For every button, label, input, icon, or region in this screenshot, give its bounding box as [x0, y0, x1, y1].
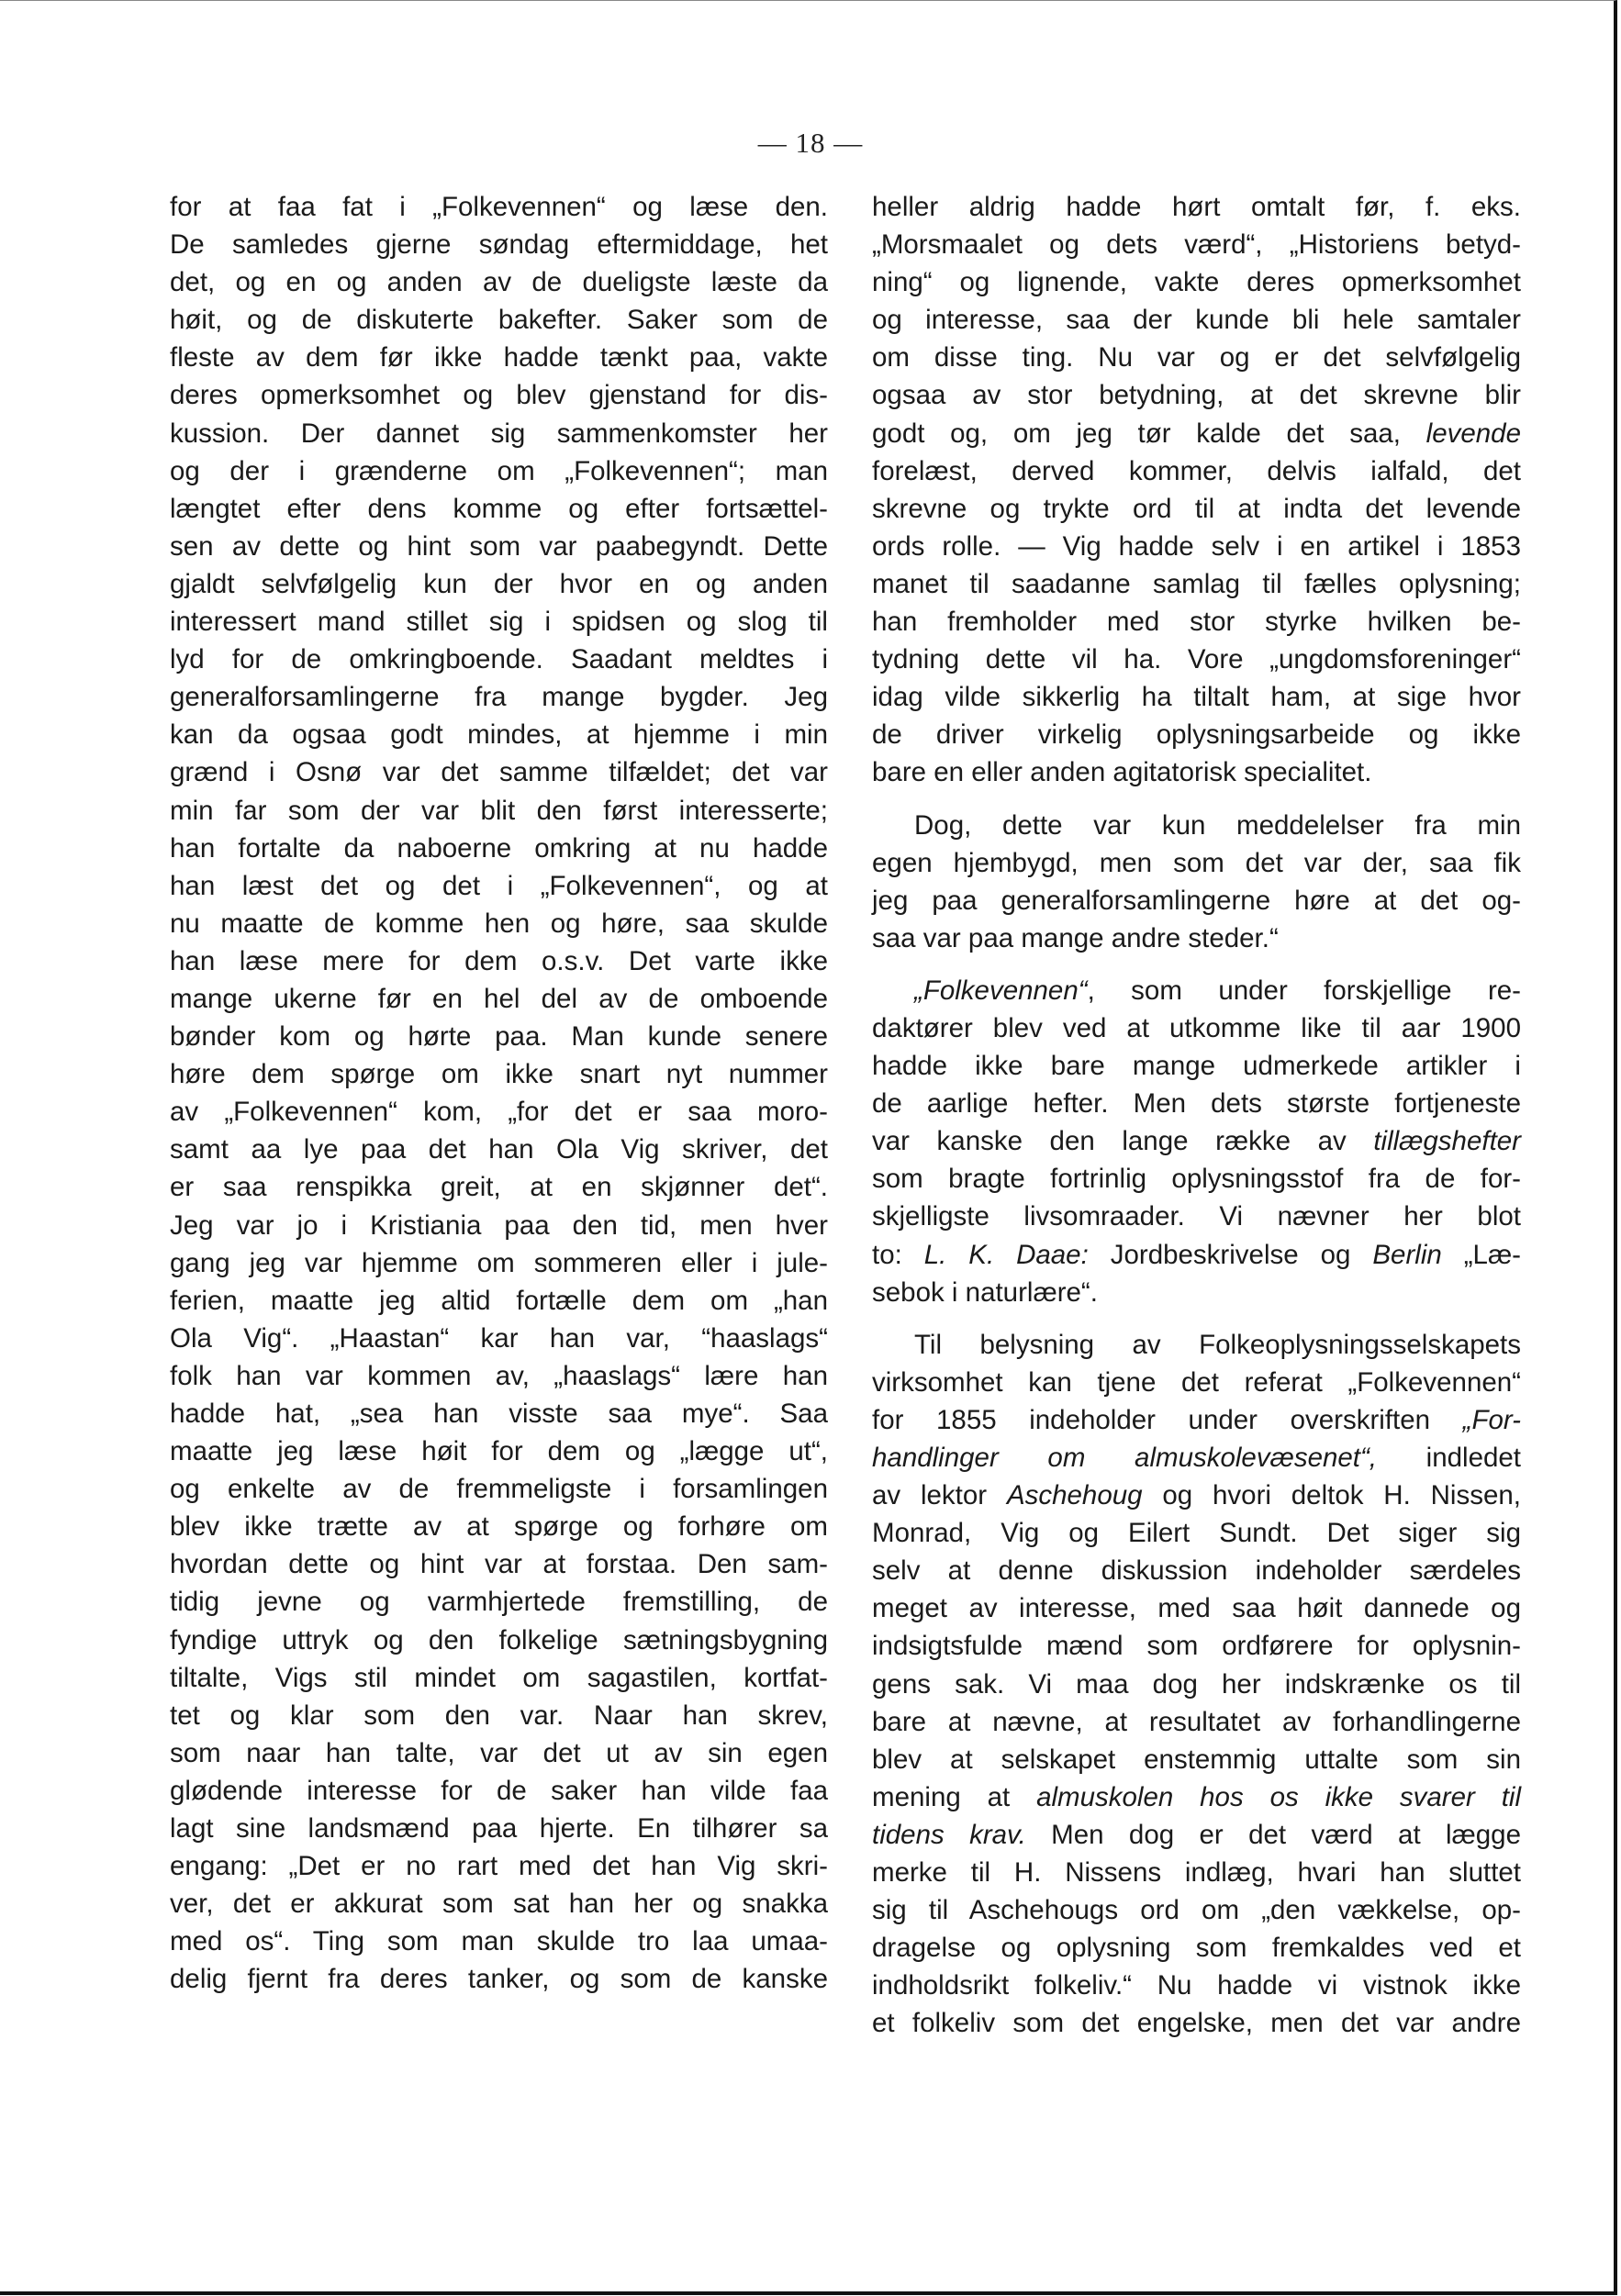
text-line — [170, 188, 828, 226]
text-line: blev at selskapet enstemmig uttalte som sin — [872, 1744, 1521, 1775]
text-line: virksomhet kan tjene det referat „Folkevennen“ — [872, 1366, 1521, 1398]
italic-run: „For- — [1462, 1404, 1521, 1435]
text-line: grænd i Osnø var det samme tilfældet; det var — [170, 757, 828, 788]
text-line: blev ikke trætte av at spørge og forhøre om — [170, 1511, 828, 1543]
italic-run: almuskolen hos os ikke svarer til — [1036, 1781, 1522, 1812]
text-line: fleste av dem før ikke hadde tænkt paa, vakte — [170, 342, 828, 373]
text-line: tet og klar som den var. Naar han skrev, — [170, 1700, 828, 1731]
text-line: med os“. Ting som man skulde tro laa umaa- — [170, 1926, 828, 1957]
paragraph-gap — [872, 957, 1521, 972]
text-line: hadde ikke bare mange udmerkede artikler i — [872, 1051, 1521, 1082]
text-line: skrevne og trykte ord til at indta det levende — [872, 493, 1521, 524]
text-line: et folkeliv som det engelske, men det var andre — [872, 2008, 1521, 2039]
text-line: manet til saadanne samlag til fælles oplysning; — [872, 568, 1521, 599]
text-line: og der i grænderne om „Folkevennen“; man — [170, 455, 828, 486]
text-line: Ola Vig“. „Haastan“ kar han var, “haaslags“ — [170, 1322, 828, 1354]
text-line: hvordan dette og hint var at forstaa. Den sam- — [170, 1549, 828, 1580]
text-line: deres opmerksomhet og blev gjenstand for dis- — [170, 380, 828, 411]
text-line — [872, 1816, 1521, 1854]
text-line: hadde hat, „sea han visste saa mye“. Saa — [170, 1399, 828, 1429]
text-line: samt aa lye paa det han Ola Vig skriver, det — [170, 1134, 828, 1165]
text-run: mening at — [872, 1781, 1037, 1812]
text-line: gens sak. Vi maa dog her indskrænke os til — [872, 1668, 1521, 1700]
text-line: han fremholder med stor styrke hvilken be- — [872, 607, 1521, 638]
text-line: de aarlige hefter. Men dets største fortjeneste — [872, 1088, 1521, 1120]
text-run: var kanske den lange række av — [872, 1126, 1374, 1157]
text-run: godt og, om jeg tør kalde det saa, — [872, 418, 1426, 449]
text-line: lyd for de omkringboende. Saadant meldtes i — [170, 644, 828, 675]
italic-run: tidens krav. — [872, 1819, 1026, 1850]
text-line: saa var paa mange andre steder.“ — [872, 922, 1279, 953]
text-line: egen hjembygd, men som det var der, saa fik — [872, 847, 1521, 878]
text-run: indledet — [1377, 1443, 1521, 1473]
right-column — [872, 188, 1521, 2043]
text-line: længtet efter dens komme og efter fortsættel- — [170, 493, 828, 524]
italic-run: „Folkevennen“ — [914, 975, 1088, 1006]
text-line: generalforsamlingerne fra mange bygder. Jeg — [170, 682, 828, 713]
text-line: fyndige uttryk og den folkelige sætningsbygning — [170, 1624, 828, 1655]
left-column — [170, 188, 828, 1999]
italic-run: Berlin — [1372, 1239, 1442, 1270]
text-line: mange ukerne før en hel del av de omboende — [170, 983, 828, 1014]
text-line: delig fjernt fra deres tanker, og som de kanske — [170, 1964, 828, 1995]
text-line: folk han var kommen av, „haaslags“ lære han — [170, 1360, 828, 1391]
text-line: bare en eller anden agitatorisk specialitet. — [872, 757, 1372, 788]
text-line: glødende interesse for de saker han vilde faa — [170, 1775, 828, 1806]
italic-run: tillægshefter — [1373, 1126, 1521, 1157]
text-line: De samledes gjerne søndag eftermiddage, het — [170, 229, 828, 261]
text-line: sen av dette og hint som var paabegyndt. Dette — [170, 530, 828, 562]
text-line: kussion. Der dannet sig sammenkomster her — [170, 418, 828, 449]
text-line: som naar han talte, var det ut av sin egen — [170, 1737, 828, 1768]
text-line: sig til Aschehougs ord om „den vækkelse, op- — [872, 1895, 1521, 1926]
text-line: ords rolle. — Vig hadde selv i en artikel i 1853 — [872, 530, 1521, 562]
text-line: tydning dette vil ha. Vore „ungdomsforeninger“ — [872, 644, 1521, 675]
paragraph-gap — [872, 1311, 1521, 1326]
text-line: og interesse, saa der kunde bli hele samtaler — [872, 305, 1521, 336]
text-line: Jeg var jo i Kristiania paa den tid, men hver — [170, 1209, 828, 1241]
text-line: engang: „Det er no rart med det han Vig skri- — [170, 1851, 828, 1882]
text-run: to: — [872, 1239, 924, 1270]
text-line: høit, og de diskuterte bakefter. Saker som de — [170, 305, 828, 336]
text-line: daktører blev ved at utkomme like til aar 1900 — [872, 1012, 1521, 1043]
text-line: han fortalte da naboerne omkring at nu hadde — [170, 832, 828, 864]
text-line: selv at denne diskussion indeholder særdeles — [872, 1555, 1521, 1587]
text-line: lagt sine landsmænd paa hjerte. En tilhører sa — [170, 1813, 828, 1845]
text-line: dragelse og oplysning som fremkaldes ved et — [872, 1933, 1521, 1964]
text-line: meget av interesse, med saa høit dannede og — [872, 1593, 1521, 1624]
text-run: Jordbeskrivelse og — [1088, 1239, 1373, 1270]
text-line: det, og en og anden av de dueligste læste da — [170, 267, 828, 298]
text-line: „Morsmaalet og dets værd“, „Historiens betyd- — [872, 229, 1521, 261]
text-line: tiltalte, Vigs stil mindet om sagastilen, kortfat- — [170, 1662, 828, 1693]
text-line: bønder kom og hørte paa. Man kunde senere — [170, 1021, 828, 1053]
page-number: — 18 — — [757, 127, 864, 159]
text-line: som bragte fortrinlig oplysningsstof fra de for- — [872, 1164, 1521, 1195]
text-line: Til belysning av Folkeoplysningsselskapets — [914, 1329, 1521, 1360]
text-line: bare at nævne, at resultatet av forhandlingerne — [872, 1706, 1521, 1737]
text-run: „Læ- — [1441, 1239, 1521, 1270]
text-run: av lektor — [872, 1480, 1007, 1511]
text-line: Monrad, Vig og Eilert Sundt. Det siger sig — [872, 1518, 1521, 1549]
text-line: kan da ogsaa godt mindes, at hjemme i min — [170, 719, 828, 751]
text-line: Dog, dette var kun meddelelser fra min — [914, 809, 1521, 841]
italic-run: levende — [1425, 418, 1521, 449]
text-line: indsigtsfulde mænd som ordførere for oplysnin- — [872, 1631, 1521, 1662]
text-line: han læse mere for dem o.s.v. Det varte ikke — [170, 945, 828, 976]
italic-run: handlinger om almuskolevæsenet“, — [872, 1443, 1378, 1473]
paragraph-gap — [872, 792, 1521, 807]
text-run: , som under forskjellige re- — [1087, 975, 1521, 1006]
text-line — [872, 1401, 1521, 1439]
text-run: for 1855 indeholder under overskriften — [872, 1404, 1463, 1435]
italic-run: Aschehoug — [1006, 1480, 1143, 1511]
text-line — [872, 1122, 1521, 1160]
text-line: heller aldrig hadde hørt omtalt før, f. eks. — [872, 192, 1521, 222]
text-line — [872, 1778, 1521, 1816]
italic-run: L. K. Daae: — [923, 1239, 1089, 1270]
text-line: gang jeg var hjemme om sommeren eller i jule- — [170, 1247, 828, 1278]
text-line: og enkelte av de fremmeligste i forsamlingen — [170, 1474, 828, 1505]
text-run: og hvori deltok H. Nissen, — [1142, 1480, 1521, 1511]
text-line: tidig jevne og varmhjertede fremstilling, de — [170, 1587, 828, 1618]
text-line: min far som der var blit den først interesserte; — [170, 795, 828, 826]
text-line: interessert mand stillet sig i spidsen og slog til — [170, 607, 828, 638]
text-line: ogsaa av stor betydning, at det skrevne blir — [872, 380, 1521, 411]
text-line — [872, 1439, 1521, 1477]
text-run: Men dog er det værd at lægge — [1025, 1819, 1521, 1850]
text-line — [872, 1477, 1521, 1514]
text-line: nu maatte de komme hen og høre, saa skulde — [170, 908, 828, 939]
line-text: for at faa fat i „Folkevennen“ og læse den. — [170, 192, 828, 222]
text-line: om disse ting. Nu var og er det selvfølgelig — [872, 342, 1521, 373]
text-line: sebok i naturlære“. — [872, 1276, 1098, 1308]
text-line: gjaldt selvfølgelig kun der hvor en og anden — [170, 568, 828, 599]
text-line: merke til H. Nissens indlæg, hvari han sluttet — [872, 1857, 1521, 1889]
text-line: av „Folkevennen“ kom, „for det er saa moro- — [170, 1097, 828, 1128]
text-line: ferien, maatte jeg altid fortælle dem om „han — [170, 1285, 828, 1316]
text-line: jeg paa generalforsamlingerne høre at det og- — [872, 885, 1521, 916]
text-line — [872, 415, 1521, 452]
text-line: idag vilde sikkerlig ha tiltalt ham, at sige hvor — [872, 682, 1521, 713]
text-line: de driver virkelig oplysningsarbeide og ikke — [872, 719, 1521, 751]
text-line: ver, det er akkurat som sat han her og snakka — [170, 1889, 828, 1920]
text-line: forelæst, derved kommer, delvis ialfald, det — [872, 455, 1521, 486]
text-line: er saa renspikka greit, at en skjønner det“. — [170, 1172, 828, 1203]
text-line — [872, 1236, 1521, 1274]
text-line: høre dem spørge om ikke snart nyt nummer — [170, 1059, 828, 1090]
text-line: indholdsrikt folkeliv.“ Nu hadde vi vistnok ikke — [872, 1970, 1521, 2001]
text-line: ning“ og lignende, vakte deres opmerksomhet — [872, 267, 1521, 298]
text-line — [872, 972, 1521, 1009]
text-line: han læst det og det i „Folkevennen“, og at — [170, 870, 828, 901]
text-line: skjelligste livsomraader. Vi nævner her blot — [872, 1201, 1521, 1232]
text-line: maatte jeg læse høit for dem og „lægge ut“, — [170, 1436, 828, 1467]
